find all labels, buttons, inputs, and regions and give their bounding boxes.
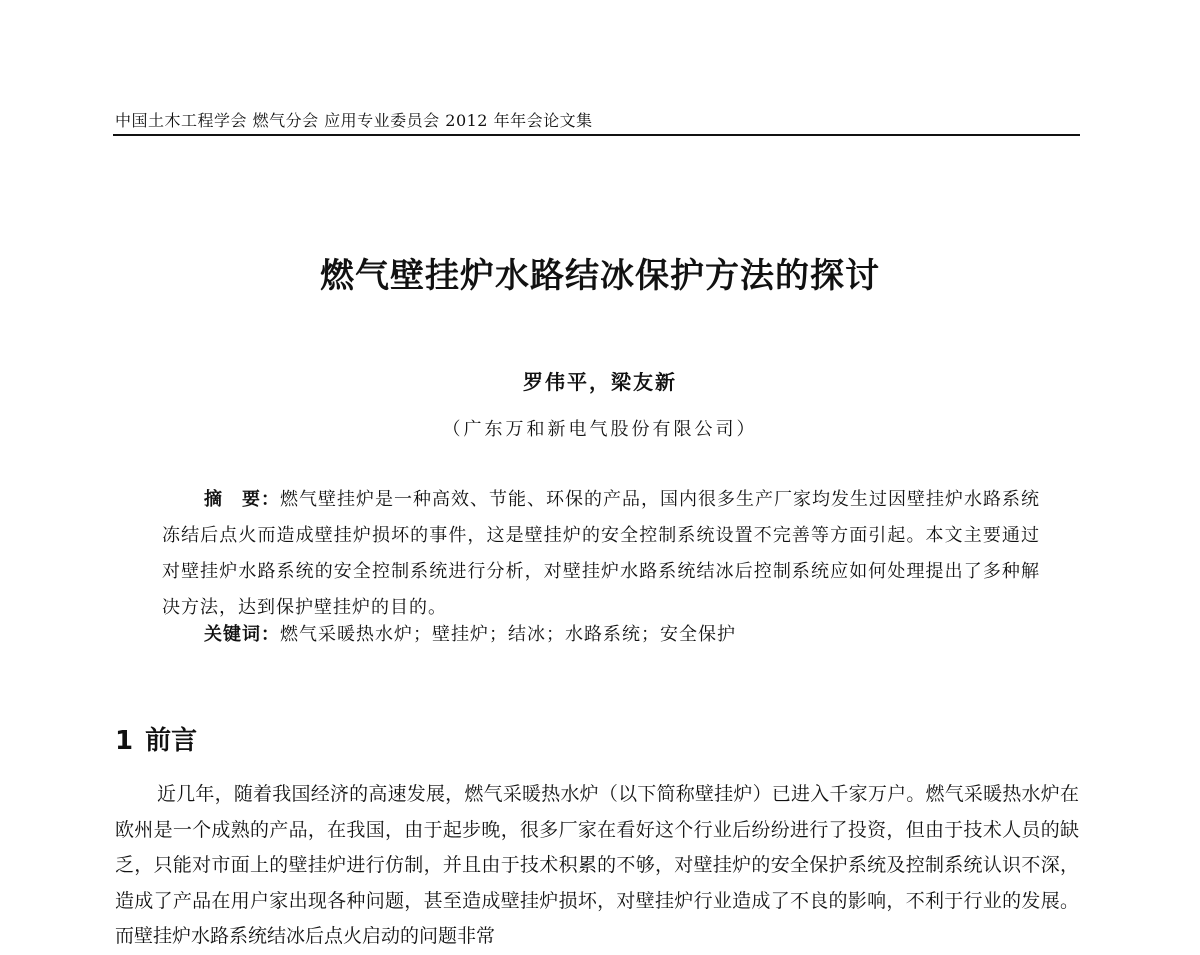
abstract-label: 摘 要： <box>204 489 280 510</box>
section-heading <box>115 720 197 757</box>
header-rule <box>113 134 1080 136</box>
keywords-label: 关键词： <box>204 624 280 645</box>
section-title: 前言 <box>145 726 198 756</box>
keywords <box>204 620 736 646</box>
paper-title: 燃气壁挂炉水路结冰保护方法的探讨 <box>320 256 880 296</box>
section-body-paragraph: 近几年，随着我国经济的高速发展，燃气采暖热水炉（以下简称壁挂炉）已进入千家万户。燃气采暖热水炉在欧州是一个成熟的产品，在我国，由于起步晚，很多厂家在看好这个行业后纷纷进行了投资，但由于技术人员的缺乏，只能对市面上的壁挂炉进行仿制，并且由于技术积累的不够，对壁挂炉的安全保护系统及控制系统认识不深，造成了产品在用户家出现各种问题，甚至造成壁挂炉损坏，对壁挂炉行业造成了不良的影响，不利于行业的发展。而壁挂炉水路系统结冰后点火启动的问题非常 <box>115 783 1079 947</box>
keywords-text: 燃气采暖热水炉；壁挂炉；结冰；水路系统；安全保护 <box>280 624 736 645</box>
abstract-text: 燃气壁挂炉是一种高效、节能、环保的产品，国内很多生产厂家均发生过因壁挂炉水路系统冻结后点火而造成壁挂炉损坏的事件，这是壁挂炉的安全控制系统设置不完善等方面引起。本文主要通过对壁挂炉水路系统的安全控制系统进行分析，对壁挂炉水路系统结冰后控制系统应如何处理提出了多种解决方法，达到保护壁挂炉的目的。 <box>162 489 1040 618</box>
author-affiliation: （广东万和新电气股份有限公司） <box>442 419 758 440</box>
running-header: 中国土木工程学会 燃气分会 应用专业委员会 2012 年年会论文集 <box>115 111 593 130</box>
abstract <box>162 482 1040 626</box>
author-list: 罗伟平，梁友新 <box>523 370 677 394</box>
section-number: 1 <box>115 726 134 756</box>
